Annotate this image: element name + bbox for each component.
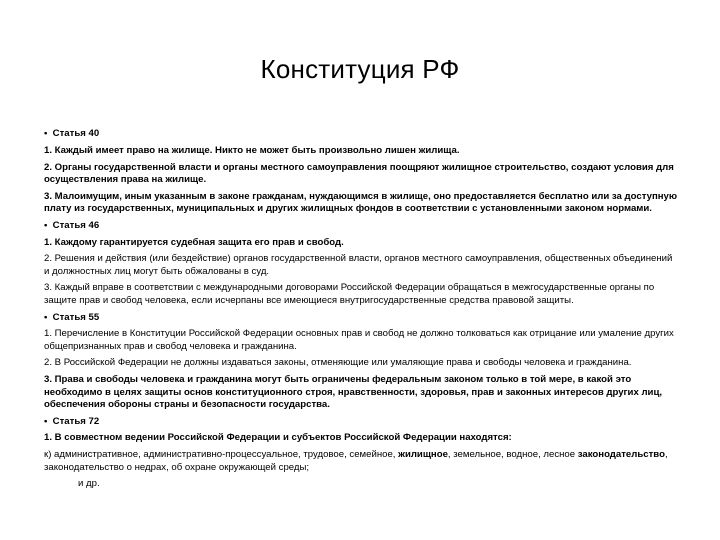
paragraph: 2. Решения и действия (или бездействие) органов государственной власти, органов местного самоуправления, общественных объединений и должностных лиц могут быть обжалованы в суд. [44,253,673,277]
slide-title: Конституция РФ [260,54,460,84]
bullet-icon: • [44,415,48,427]
article-46-heading: • Статья 46 [44,219,100,231]
paragraph: 2. В Российской Федерации не должны издаваться законы, отменяющие или умаляющие права и свободы человека и гражданина. [44,357,632,369]
paragraph-mixed: к) административное, административно-процессуальное, трудовое, семейное, жилищное, земельное, водное, лесное законодательство, законодательство о недрах, об охране окружающей среды; [44,449,668,473]
article-40-heading: • Статья 40 [44,128,100,139]
bullet-icon: • [44,219,48,231]
article-72-heading: • Статья 72 [44,415,100,427]
paragraph: 1. Каждому гарантируется судебная защита его прав и свобод. [44,236,344,248]
paragraph: 1. В совместном ведении Российской Федерации и субъектов Российской Федерации находятся: [44,432,512,444]
paragraph-etc: и др. [78,478,100,490]
paragraph: 1. Перечисление в Конституции Российской Федерации основных прав и свобод не должно толковаться как отрицание или умаление других общепризнанных прав и свобод человека и гражданина. [44,328,674,352]
paragraph: 3. Права и свободы человека и гражданина могут быть ограничены федеральным законом только в той мере, в какой это необходимо в целях защиты основ конституционного строя, нравственности, здоровья, прав и законных интересов других лиц, обеспечения обороны страны и безопасности государства. [44,374,663,410]
bullet-icon: • [44,311,48,323]
article-55-heading: • Статья 55 [44,311,100,323]
paragraph: 3. Каждый вправе в соответствии с международными договорами Российской Федерации обращаться в межгосударственные органы по защите прав и свобод человека, если исчерпаны все имеющиеся внутригосударственные средства правовой защиты. [44,282,655,306]
paragraph: 1. Каждый имеет право на жилище. Никто не может быть произвольно лишен жилища. [44,144,460,156]
slide-body [44,128,680,495]
paragraph: 2. Органы государственной власти и органы местного самоуправления поощряют жилищное строительство, создают условия для осуществления права на жилище. [44,161,674,185]
bullet-icon: • [44,128,48,139]
paragraph: 3. Малоимущим, иным указанным в законе гражданам, нуждающимся в жилище, оно предоставляется бесплатно или за доступную плату из государственных, муниципальных и других жилищных фондов в соответствии с установленными законом нормами. [44,190,678,214]
